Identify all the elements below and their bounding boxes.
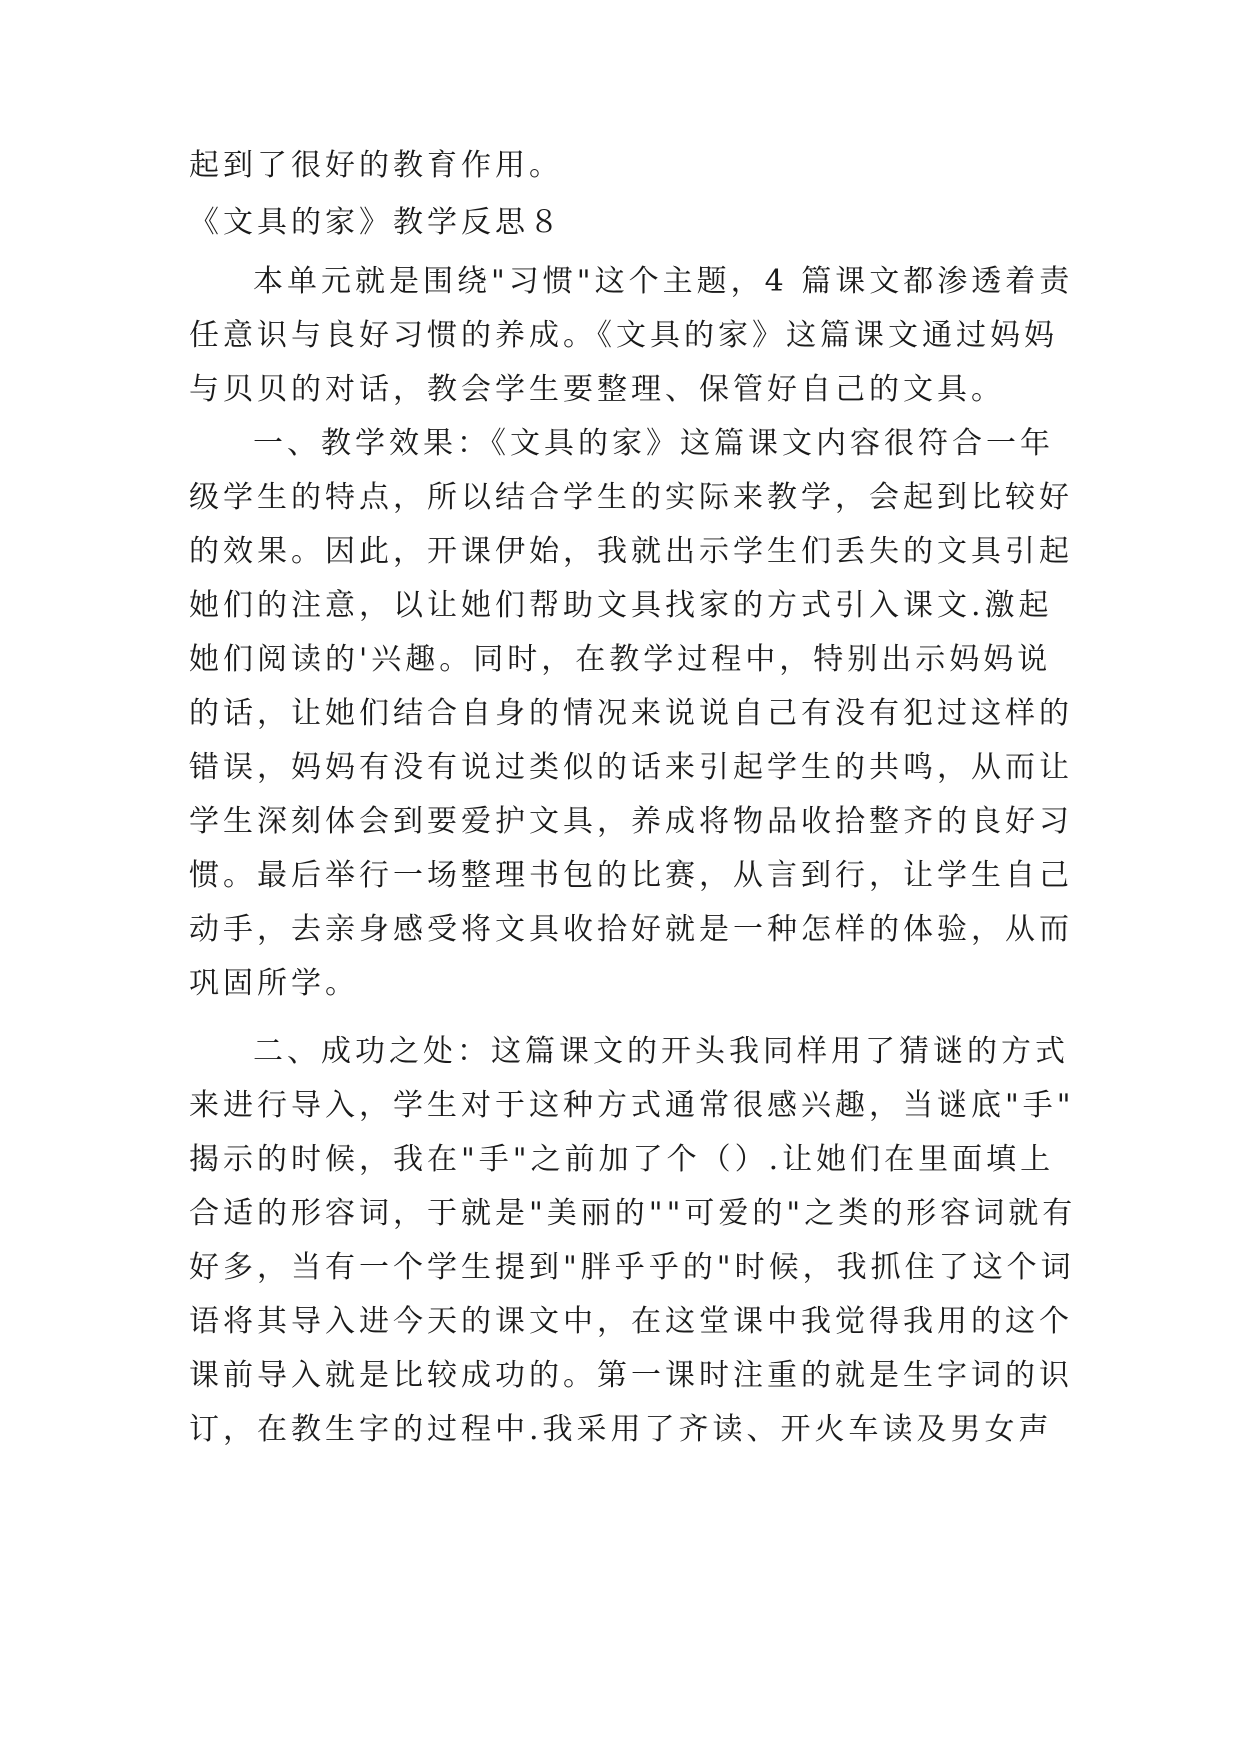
paragraph-line: 订，在教生字的过程中.我采用了齐读、开火车读及男女声	[189, 1412, 1053, 1447]
paragraph-line: 她们阅读的'兴趣。同时，在教学过程中，特别出示妈妈说	[189, 642, 1052, 677]
paragraph-line: 动手，去亲身感受将文具收拾好就是一种怎样的体验，从而	[189, 912, 1073, 947]
paragraph-line: 合适的形容词，于就是"美丽的""可爱的"之类的形容词就有	[189, 1196, 1077, 1231]
paragraph-line: 级学生的特点，所以结合学生的实际来教学，会起到比较好	[189, 480, 1073, 515]
paragraph-line: 语将其导入进今天的课文中，在这堂课中我觉得我用的这个	[189, 1304, 1073, 1339]
paragraph-line: 的话，让她们结合自身的情况来说说自己有没有犯过这样的	[189, 696, 1073, 731]
paragraph-line: 课前导入就是比较成功的。第一课时注重的就是生字词的识	[189, 1358, 1073, 1393]
paragraph-line: 一、教学效果：《文具的家》这篇课文内容很符合一年	[253, 426, 1054, 461]
paragraph-line: 本单元就是围绕"习惯"这个主题，4 篇课文都渗透着责	[253, 264, 1074, 299]
paragraph-line: 揭示的时候，我在"手"之前加了个（）.让她们在里面填上	[189, 1142, 1055, 1177]
paragraph-line: 错误，妈妈有没有说过类似的话来引起学生的共鸣，从而让	[189, 750, 1073, 785]
section-heading: 《文具的家》教学反思８	[189, 205, 563, 240]
paragraph-line: 好多，当有一个学生提到"胖乎乎的"时候，我抓住了这个词	[189, 1250, 1075, 1285]
paragraph-line: 二、成功之处：这篇课文的开头我同样用了猜谜的方式	[253, 1034, 1069, 1069]
paragraph-line: 来进行导入，学生对于这种方式通常很感兴趣，当谜底"手"	[189, 1088, 1075, 1123]
paragraph-line: 与贝贝的对话，教会学生要整理、保管好自己的文具。	[189, 372, 1005, 407]
paragraph-line: 惯。最后举行一场整理书包的比赛，从言到行，让学生自己	[189, 858, 1073, 893]
paragraph-line: 她们的注意，以让她们帮助文具找家的方式引入课文.激起	[189, 588, 1053, 623]
paragraph-line: 学生深刻体会到要爱护文具，养成将物品收拾整齐的良好习	[189, 804, 1073, 839]
paragraph-line: 巩固所学。	[189, 966, 359, 1001]
paragraph-line: 的效果。因此，开课伊始，我就出示学生们丢失的文具引起	[189, 534, 1073, 569]
paragraph-line: 任意识与良好习惯的养成。《文具的家》这篇课文通过妈妈	[189, 318, 1058, 353]
text-line: 起到了很好的教育作用。	[189, 148, 563, 183]
